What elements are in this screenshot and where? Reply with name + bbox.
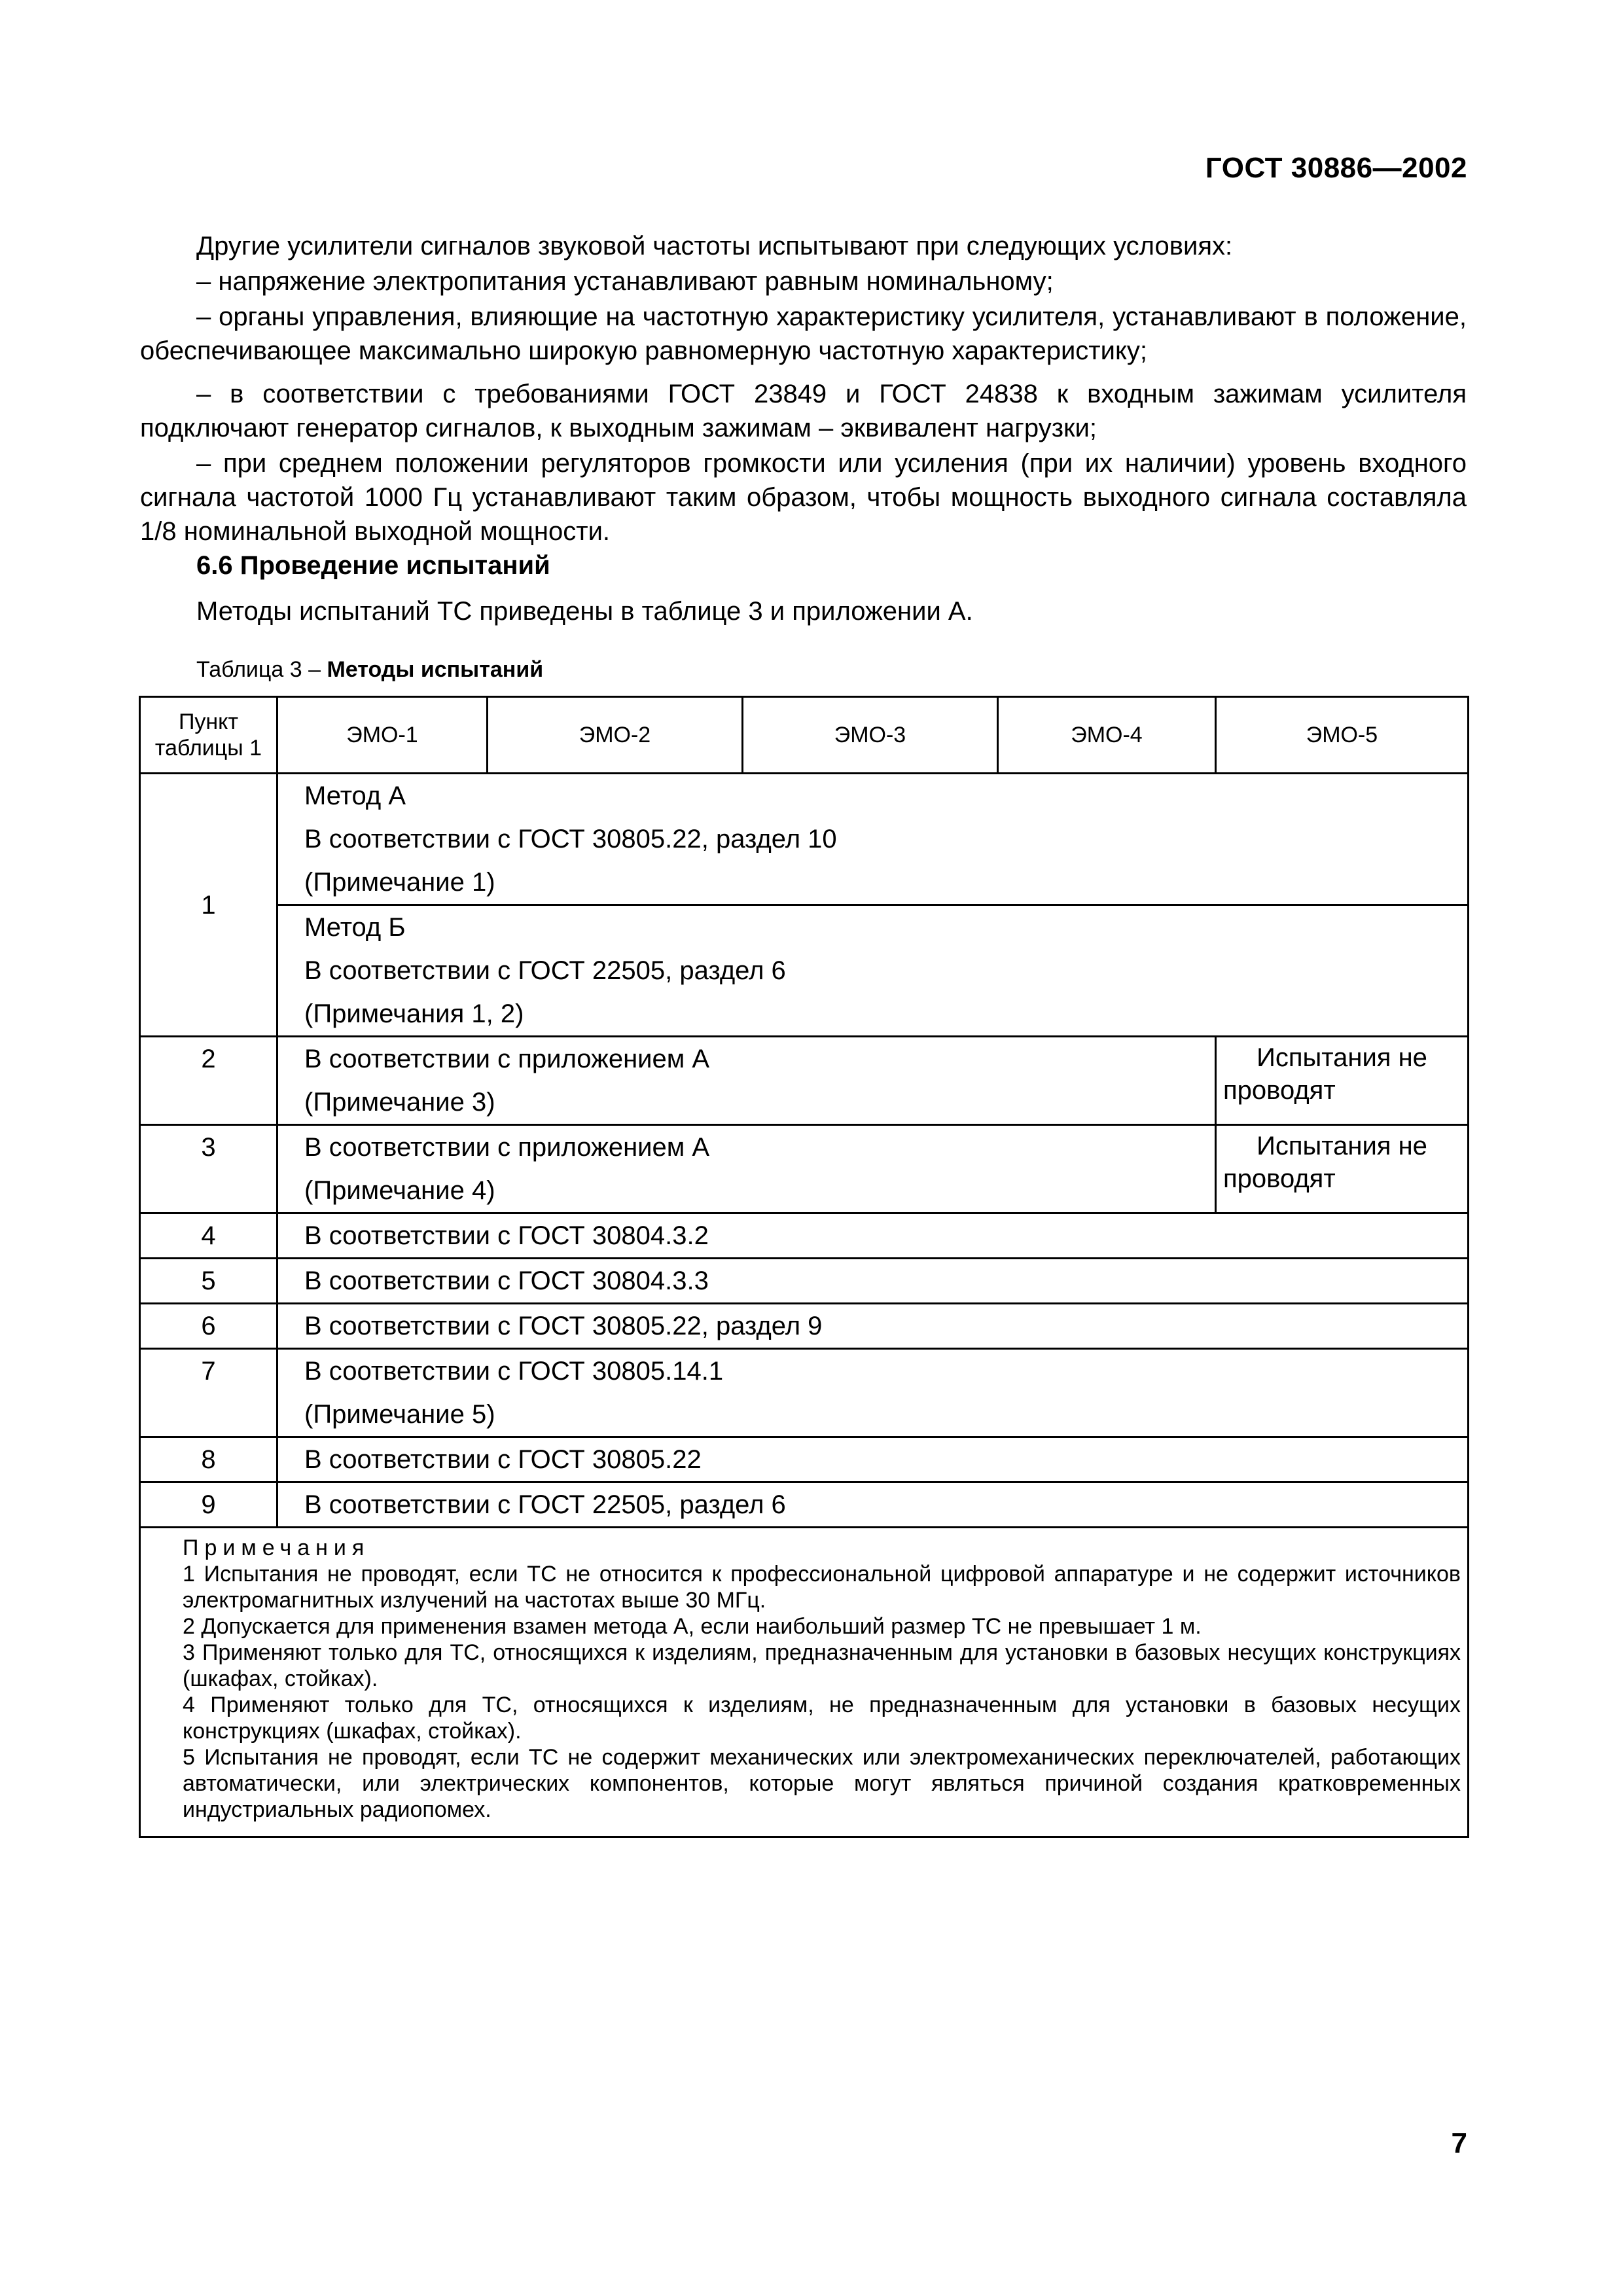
row-number: 2 xyxy=(140,1037,277,1125)
header-emo4: ЭМО-4 xyxy=(998,697,1216,774)
row-description xyxy=(277,1125,1216,1213)
row-text-line: В соответствии с ГОСТ 30805.22, раздел 9 xyxy=(304,1312,823,1340)
intro-text xyxy=(140,229,1467,550)
method-a-cell xyxy=(277,774,1469,905)
notes-cell xyxy=(140,1528,1469,1837)
table-row xyxy=(140,774,1469,905)
intro-paragraph: – при среднем положении регуляторов громкости или усиления (при их наличии) уровень входного сигнала частотой 1000 Гц устанавливают таким образом, чтобы мощность выходного сигнала составляла 1/8 номинальной выходной мощности. xyxy=(140,449,1467,546)
row-number: 3 xyxy=(140,1125,277,1213)
header-item-number-line2: таблицы 1 xyxy=(154,736,262,761)
page-number: 7 xyxy=(1451,2127,1467,2159)
header-item-number xyxy=(140,697,277,774)
table-caption-prefix: Таблица 3 – xyxy=(196,657,327,682)
method-b-standard: В соответствии с ГОСТ 22505, раздел 6 xyxy=(304,956,786,985)
emo5-not-tested-cell xyxy=(1216,1037,1469,1125)
method-b-title: Метод Б xyxy=(304,913,406,942)
section-title: 6.6 Проведение испытаний xyxy=(196,551,550,580)
not-tested-line2: проводят xyxy=(1223,1076,1336,1105)
document-code: ГОСТ 30886—2002 xyxy=(1205,152,1467,184)
method-a-note: (Примечание 1) xyxy=(304,868,495,897)
table-row xyxy=(140,1037,1469,1125)
header-emo1: ЭМО-1 xyxy=(277,697,488,774)
method-b-note: (Примечания 1, 2) xyxy=(304,999,524,1028)
table-row xyxy=(140,1259,1469,1304)
table-caption-title: Методы испытаний xyxy=(327,657,544,682)
note-item: 2 Допускается для применения взамен метода А, если наибольший размер ТС не превышает 1 м. xyxy=(183,1614,1202,1639)
method-a-title: Метод А xyxy=(304,781,406,810)
row-number: 5 xyxy=(140,1259,277,1304)
row-description xyxy=(277,1482,1469,1528)
row-text-line: (Примечание 4) xyxy=(304,1176,495,1205)
row-text-line: (Примечание 5) xyxy=(304,1400,495,1429)
row-number: 1 xyxy=(140,774,277,1037)
header-item-number-line1: Пункт xyxy=(178,709,239,734)
row-text-line: В соответствии с ГОСТ 30804.3.2 xyxy=(304,1221,709,1250)
row-number: 6 xyxy=(140,1304,277,1349)
table-row xyxy=(140,1125,1469,1213)
header-emo3: ЭМО-3 xyxy=(743,697,998,774)
notes-row xyxy=(140,1528,1469,1837)
note-item: 3 Применяют только для ТС, относящихся к изделиям, предназначенным для установки в базовых несущих конструкциях (шкафах, стойках). xyxy=(183,1640,1461,1691)
table-row xyxy=(140,1213,1469,1259)
row-text-line: В соответствии с ГОСТ 30805.14.1 xyxy=(304,1357,724,1386)
intro-paragraph: – органы управления, влияющие на частотную характеристику усилителя, устанавливают в положение, обеспечивающее максимально широкую равномерную частотную характеристику; xyxy=(140,302,1467,365)
table-row xyxy=(140,905,1469,1037)
table-row xyxy=(140,1304,1469,1349)
methods-table xyxy=(139,696,1469,1838)
row-text-line: В соответствии с приложением А xyxy=(304,1045,710,1073)
note-item: 5 Испытания не проводят, если ТС не содержит механических или электромеханических переключателей, работающих автоматически, или электрических компонентов, которые могут являться причиной создания кратковременных индустриальных радиопомех. xyxy=(183,1745,1461,1822)
header-emo5: ЭМО-5 xyxy=(1216,697,1469,774)
not-tested-line1: Испытания не xyxy=(1257,1132,1427,1160)
note-item: 1 Испытания не проводят, если ТС не относится к профессиональной цифровой аппаратуре и не содержит источников электромагнитных излучений на частотах выше 30 МГц. xyxy=(183,1562,1461,1613)
table-row xyxy=(140,1437,1469,1482)
section-text: Методы испытаний ТС приведены в таблице 3 и приложении А. xyxy=(196,597,973,626)
table-header-row xyxy=(140,697,1469,774)
row-number: 4 xyxy=(140,1213,277,1259)
method-a-standard: В соответствии с ГОСТ 30805.22, раздел 10 xyxy=(304,825,837,853)
row-number: 8 xyxy=(140,1437,277,1482)
emo5-not-tested-cell xyxy=(1216,1125,1469,1213)
not-tested-line2: проводят xyxy=(1223,1164,1336,1193)
row-description xyxy=(277,1349,1469,1437)
row-number: 9 xyxy=(140,1482,277,1528)
notes-title: Примечания xyxy=(183,1535,370,1560)
method-b-cell xyxy=(277,905,1469,1037)
row-description xyxy=(277,1304,1469,1349)
row-text-line: В соответствии с ГОСТ 30805.22 xyxy=(304,1445,702,1474)
row-description xyxy=(277,1259,1469,1304)
table-row xyxy=(140,1482,1469,1528)
row-text-line: В соответствии с приложением А xyxy=(304,1133,710,1162)
row-number: 7 xyxy=(140,1349,277,1437)
row-description xyxy=(277,1213,1469,1259)
note-item: 4 Применяют только для ТС, относящихся к изделиям, не предназначенным для установки в базовых несущих конструкциях (шкафах, стойках). xyxy=(183,1693,1461,1744)
row-text-line: (Примечание 3) xyxy=(304,1088,495,1117)
table-caption xyxy=(196,657,543,683)
intro-paragraph: – в соответствии с требованиями ГОСТ 23849 и ГОСТ 24838 к входным зажимам усилителя подключают генератор сигналов, к выходным зажимам – эквивалент нагрузки; xyxy=(140,380,1467,442)
row-description xyxy=(277,1437,1469,1482)
intro-paragraph: Другие усилители сигналов звуковой частоты испытывают при следующих условиях: xyxy=(196,232,1233,260)
not-tested-line1: Испытания не xyxy=(1257,1043,1427,1072)
table-row xyxy=(140,1349,1469,1437)
row-description xyxy=(277,1037,1216,1125)
intro-paragraph: – напряжение электропитания устанавливают равным номинальному; xyxy=(196,267,1054,296)
row-text-line: В соответствии с ГОСТ 22505, раздел 6 xyxy=(304,1490,786,1519)
row-text-line: В соответствии с ГОСТ 30804.3.3 xyxy=(304,1266,709,1295)
header-emo2: ЭМО-2 xyxy=(488,697,743,774)
